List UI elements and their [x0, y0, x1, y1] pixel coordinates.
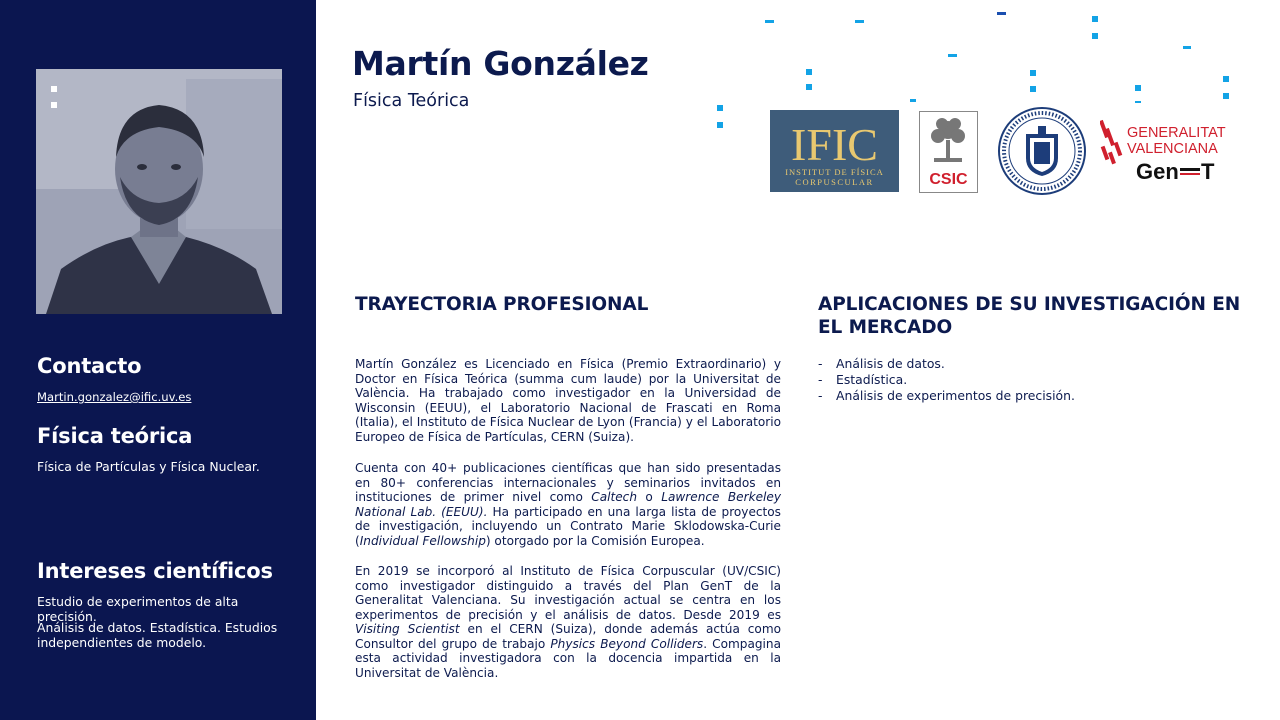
field-heading: Física teórica: [37, 424, 193, 448]
field-text: Física de Partículas y Física Nuclear.: [37, 459, 260, 474]
email-link[interactable]: Martin.gonzalez@ific.uv.es: [37, 390, 192, 404]
sidebar: [0, 0, 316, 720]
career-paragraph-3: En 2019 se incorporó al Instituto de Física Corpuscular (UV/CSIC) como investigador distinguido a través del Plan GenT de la Generalitat Valenciana. Su investigación actual se centra en los experimentos de precisión y el análisis de datos. Desde 2019 es Visiting Scientist en el CERN (Suiza), donde además actúa como Consultor del grupo de trabajo Physics Beyond Colliders. Compagina esta actividad investigadora con la docencia impartida en la Universitat de València.: [355, 564, 782, 680]
applications-item: - Estadística.: [818, 372, 1075, 388]
person-role: Física Teórica: [353, 91, 470, 111]
ific-logo-title: IFIC: [791, 119, 878, 170]
ific-logo-line-2: CORPUSCULAR: [795, 177, 874, 187]
interests-line-1: Estudio de experimentos de alta precisión.: [37, 594, 239, 624]
applications-list: [818, 356, 1075, 404]
career-paragraph-1: Martín González es Licenciado en Física (Premio Extraordinario) y Doctor en Física Teórica (summa cum laude) por la Universitat de València. Ha trabajado como investigador en la Universidad de Wisconsin (EEUU), el Laboratorio Nacional de Frascati en Roma (Italia), el Instituto de Física Nuclear de Lyon (Francia) y el Laboratorio Europeo de Física de Partículas, CERN (Suiza).: [355, 357, 781, 444]
csic-logo-text: CSIC: [929, 171, 968, 188]
interests-line-2: Análisis de datos. Estadística. Estudios independientes de modelo.: [37, 620, 278, 650]
ific-logo: [770, 110, 899, 192]
generalitat-valenciana-logo: [1100, 112, 1230, 184]
career-heading: TRAYECTORIA PROFESIONAL: [355, 294, 649, 315]
applications-item: - Análisis de experimentos de precisión.: [818, 388, 1075, 404]
university-seal-logo: [996, 106, 1088, 196]
applications-item: - Análisis de datos.: [818, 356, 1075, 372]
gva-line-2: VALENCIANA: [1127, 141, 1218, 157]
gent-t-text: T: [1201, 159, 1215, 184]
ific-logo-line-1: INSTITUT DE FÍSICA: [785, 167, 884, 177]
gent-text: Gen: [1136, 159, 1179, 184]
contact-heading: Contacto: [37, 354, 142, 378]
gva-line-1: GENERALITAT: [1127, 125, 1226, 141]
csic-logo: [919, 111, 978, 193]
profile-photo: [36, 69, 282, 314]
applications-heading: APLICACIONES DE SU INVESTIGACIÓN EN EL MERCADO: [818, 294, 1241, 338]
person-name: Martín González: [352, 44, 649, 83]
career-paragraph-2: Cuenta con 40+ publicaciones científicas que han sido presentadas en 80+ conferencias internacionales y seminarios invitados en instituciones de primer nivel como Caltech o Lawrence Berkeley National Lab. (EEUU). Ha participado en una larga lista de proyectos de investigación, incluyendo un Contrato Marie Sklodowska-Curie (Individual Fellowship) otorgado por la Comisión Europea.: [355, 461, 781, 548]
interests-heading: Intereses científicos: [37, 559, 273, 583]
